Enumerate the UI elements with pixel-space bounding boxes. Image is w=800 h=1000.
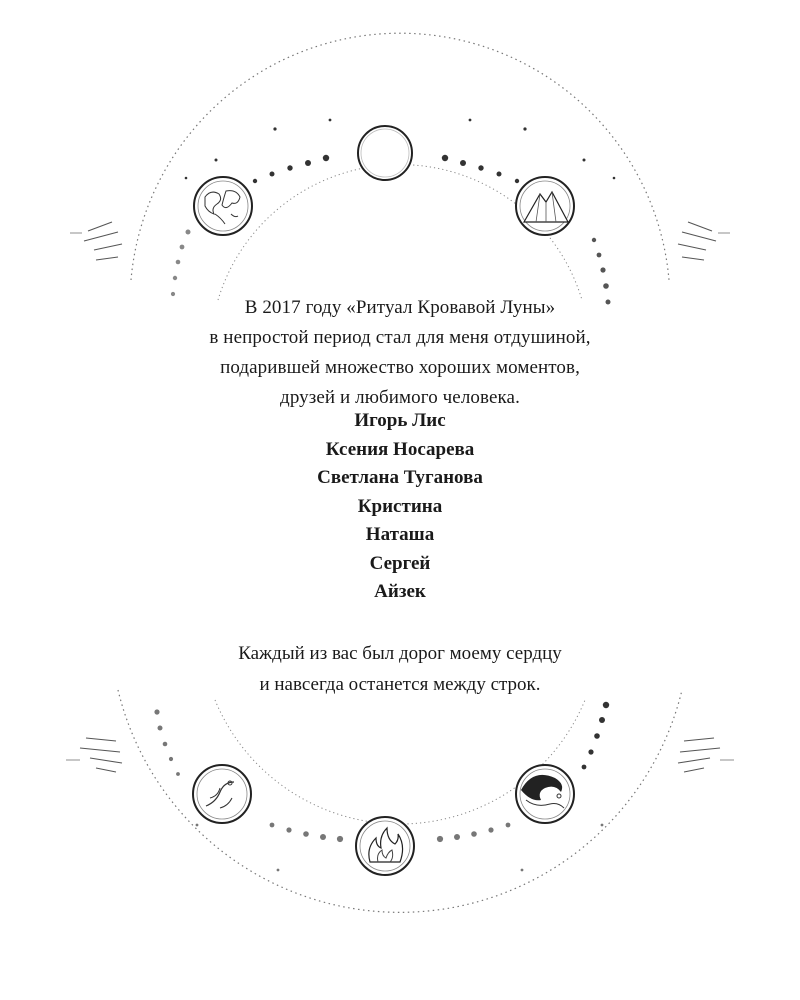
top-left-phase-dots [185,119,332,184]
bottom-right-side-dots [582,702,610,770]
bottom-phase-dots [196,823,604,872]
top-left-rays [70,222,122,260]
bottom-right-rays [678,738,734,772]
dedication-paragraph [0,293,800,413]
name-item: Наташа [365,524,435,545]
dedication-line: друзей и любимого человека. [280,387,520,408]
bottom-left-rays [66,738,122,772]
bottom-outer-dotted-arc [118,690,682,912]
name-item: Игорь Лис [354,410,446,431]
dedication-line: В 2017 году «Ритуал Кровавой Луны» [244,297,556,318]
fire-icon [356,817,414,875]
mountain-icon [516,177,574,235]
top-outer-dotted-arc [131,33,669,280]
closing-line: Каждый из вас был дорог моему сердцу [238,643,562,664]
name-item: Светлана Туганова [317,467,483,488]
bottom-left-side-dots [154,709,180,775]
closing-line: и навсегда останется между строк. [259,674,541,695]
wind-swirl-icon [193,765,251,823]
top-right-phase-dots [442,119,616,184]
wave-icon [516,765,574,823]
top-left-side-dots [171,230,191,297]
bottom-inner-dotted-arc [215,700,585,824]
name-item: Сергей [369,552,431,574]
closing-paragraph [0,638,800,700]
name-item: Кристина [357,495,443,517]
world-map-globe-icon [194,177,252,235]
top-right-rays [678,222,730,260]
name-item: Ксения Носарева [325,438,475,460]
names-list [0,407,800,607]
dedication-line: подарившей множество хороших моментов, [220,357,580,378]
name-item: Айзек [374,581,426,602]
top-inner-dotted-arc [218,165,582,300]
dedication-line: в непростой период стал для меня отдушиной, [209,327,591,348]
full-moon-icon [358,126,412,180]
